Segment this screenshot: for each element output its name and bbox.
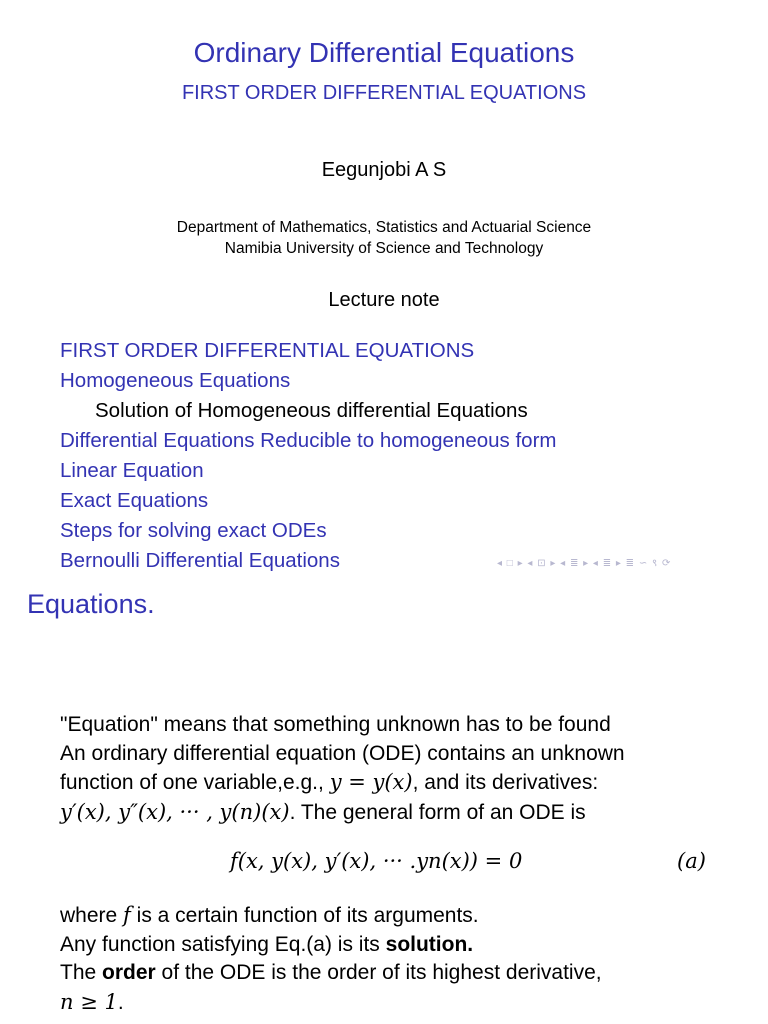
order-term: order (102, 961, 156, 984)
toc-item-steps-exact[interactable]: Steps for solving exact ODEs (60, 519, 327, 542)
toc-item-bernoulli[interactable]: Bernoulli Differential Equations (60, 549, 340, 572)
solution-term: solution. (385, 932, 474, 956)
inline-math: y = y(x) (329, 770, 413, 794)
equation-label: (a) (677, 849, 706, 873)
body-line: n ≥ 1. (60, 989, 124, 1014)
inline-math: y′(x), y″(x), ··· , y(n)(x) (60, 799, 290, 824)
department: Department of Mathematics, Statistics and Actuarial Science (176, 219, 592, 236)
toc-item-homogeneous[interactable]: Homogeneous Equations (60, 369, 291, 392)
body-line: where f is a certain function of its arguments. (60, 903, 479, 927)
page-title: Ordinary Differential Equations (193, 37, 575, 68)
frame-title: Equations. (27, 589, 155, 619)
lecture-note-label: Lecture note (328, 289, 440, 311)
body-line: function of one variable,e.g., y = y(x), and its derivatives: (60, 770, 599, 794)
equation-a: f(x, y(x), y′(x), ··· .yn(x)) = 0 (230, 849, 523, 873)
author: Eegunjobi A S (321, 159, 447, 181)
toc-item-first-order[interactable]: FIRST ORDER DIFFERENTIAL EQUATIONS (60, 339, 475, 362)
toc-item-reducible[interactable]: Differential Equations Reducible to homogeneous form (60, 429, 557, 452)
toc-item-solution-homogeneous[interactable]: Solution of Homogeneous differential Equations (95, 399, 528, 422)
table-of-contents (60, 336, 556, 576)
body-line: Any function satisfying Eq.(a) is its solution. (60, 932, 474, 956)
frame-body (60, 711, 740, 827)
body-line: An ordinary differential equation (ODE) contains an unknown (60, 741, 625, 765)
beamer-navigation-icons[interactable]: ◂ □ ▸ ◂ ⊡ ▸ ◂ ≣ ▸ ◂ ≣ ▸ ≣ ∽ ९ ⟳ (497, 558, 672, 569)
affiliation (0, 217, 768, 259)
frame-body-continued (60, 901, 602, 1017)
page-subtitle: FIRST ORDER DIFFERENTIAL EQUATIONS (181, 82, 587, 104)
body-line: y′(x), y″(x), ··· , y(n)(x). The general form of an ODE is (60, 799, 586, 824)
university: Namibia University of Science and Technology (224, 240, 544, 257)
body-line: The order of the ODE is the order of its highest derivative, (60, 961, 602, 984)
toc-item-linear[interactable]: Linear Equation (60, 459, 204, 482)
toc-item-exact[interactable]: Exact Equations (60, 489, 209, 512)
body-line: "Equation" means that something unknown has to be found (60, 713, 611, 736)
